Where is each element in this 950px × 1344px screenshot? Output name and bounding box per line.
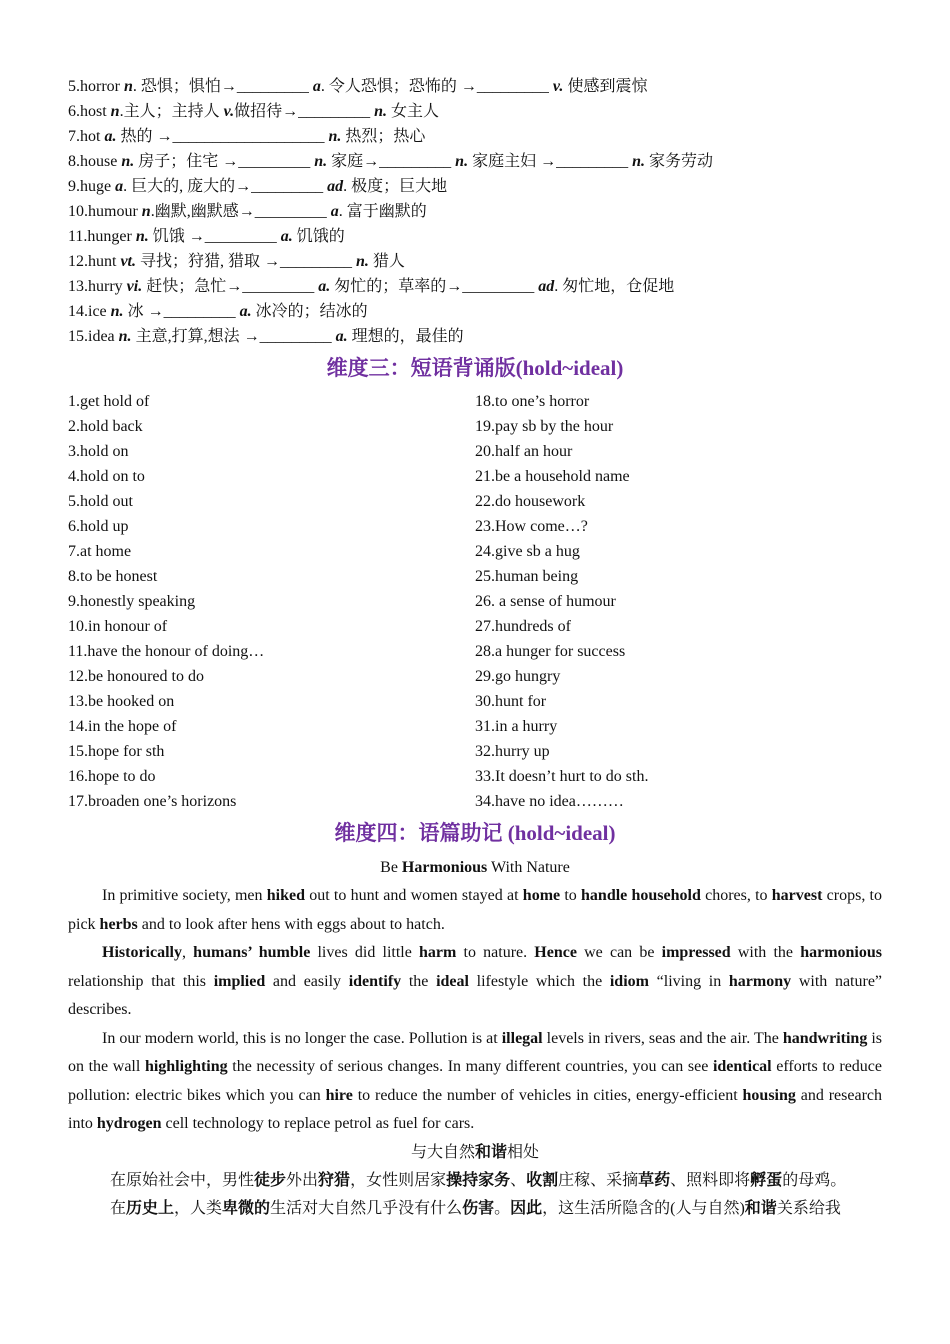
vocab-line: 11.hunger n. 饥饿 →_________ a. 饥饿的 bbox=[68, 228, 345, 245]
phrase-item: 6.hold up bbox=[68, 518, 129, 535]
chinese-paragraph: 在原始社会中，男性徒步外出狩猎，女性则居家操持家务、收割庄稼、采摘草药、照料即将孵蛋的母鸡。 bbox=[110, 1171, 847, 1189]
phrase-item: 2.hold back bbox=[68, 418, 143, 435]
section-heading-3: 维度三：短语背诵版(hold~ideal) bbox=[326, 356, 624, 380]
phrase-item: 17.broaden one’s horizons bbox=[68, 793, 237, 810]
article-paragraph: Historically, humans’ humble lives did little harm to nature. Hence we can be impressed with the harmonious relationship that this implied and easily identify the ideal lifestyle which the idiom “living in harmony with nature” describes. bbox=[68, 944, 883, 1018]
phrase-item: 8.to be honest bbox=[68, 568, 158, 585]
document-page bbox=[68, 74, 882, 1224]
phrase-item: 24.give sb a hug bbox=[475, 543, 580, 560]
article-paragraph: In primitive society, men hiked out to hunt and women stayed at home to handle household chores, to harvest crops, to pick herbs and to look after hens with eggs about to hatch. bbox=[68, 887, 882, 933]
phrase-item: 33.It doesn’t hurt to do sth. bbox=[475, 768, 649, 785]
phrase-item: 4.hold on to bbox=[68, 468, 145, 485]
vocab-line: 8.house n. 房子；住宅 →_________ n. 家庭→_________ n. 家庭主妇 →_________ n. 家务劳动 bbox=[68, 153, 714, 170]
phrase-item: 26. a sense of humour bbox=[475, 593, 616, 610]
phrase-item: 27.hundreds of bbox=[475, 618, 571, 635]
phrase-item: 25.human being bbox=[475, 568, 579, 585]
phrase-item: 18.to one’s horror bbox=[475, 393, 590, 410]
vocab-line: 7.hot a. 热的 →___________________ n. 热烈；热心 bbox=[68, 128, 426, 145]
vocab-line: 6.host n.主人；主持人 v.做招待→_________ n. 女主人 bbox=[68, 103, 440, 120]
phrase-column-left bbox=[68, 389, 475, 814]
article-body bbox=[68, 882, 882, 1139]
phrase-item: 23.How come…? bbox=[475, 518, 588, 535]
phrase-item: 7.at home bbox=[68, 543, 132, 560]
article-paragraph: In our modern world, this is no longer the case. Pollution is at illegal levels in rivers, seas and the air. The handwriting is on the wall highlighting the necessity of serious changes. In many different countries, you can see identical efforts to reduce pollution: electric bikes which you can hire to reduce the number of vehicles in cities, energy-efficient housing and research into hydrogen cell technology to replace petrol as fuel for cars. bbox=[68, 1029, 883, 1132]
vocab-line: 13.hurry vi. 赶快；急忙→_________ a. 匆忙的；草率的→_________ ad. 匆忙地，仓促地 bbox=[68, 278, 675, 295]
chinese-body bbox=[68, 1167, 882, 1224]
phrase-item: 12.be honoured to do bbox=[68, 668, 204, 685]
phrase-column-right bbox=[475, 389, 882, 814]
phrase-item: 34.have no idea……… bbox=[475, 793, 624, 810]
chinese-title: 与大自然和谐相处 bbox=[410, 1143, 540, 1161]
phrase-item: 14.in the hope of bbox=[68, 718, 177, 735]
phrase-item: 5.hold out bbox=[68, 493, 133, 510]
phrase-item: 3.hold on bbox=[68, 443, 129, 460]
vocab-line: 14.ice n. 冰 →_________ a. 冰冷的；结冰的 bbox=[68, 303, 368, 320]
vocab-line: 9.huge a. 巨大的, 庞大的→_________ ad. 极度；巨大地 bbox=[68, 178, 448, 195]
chinese-paragraph: 在历史上，人类卑微的生活对大自然几乎没有什么伤害。因此，这生活所隐含的(人与自然)和谐关系给我 bbox=[110, 1200, 841, 1217]
phrase-item: 11.have the honour of doing… bbox=[68, 643, 265, 660]
article-title: Be Harmonious With Nature bbox=[380, 859, 570, 876]
phrase-item: 10.in honour of bbox=[68, 618, 168, 635]
vocab-line: 5.horror n. 恐惧；惧怕→_________ a. 令人恐惧；恐怖的 →_________ v. 使感到震惊 bbox=[68, 78, 648, 95]
phrase-item: 31.in a hurry bbox=[475, 718, 558, 735]
phrase-item: 32.hurry up bbox=[475, 743, 550, 760]
vocabulary-list bbox=[68, 74, 882, 349]
phrase-item: 15.hope for sth bbox=[68, 743, 165, 760]
phrase-item: 19.pay sb by the hour bbox=[475, 418, 614, 435]
vocab-line: 12.hunt vt. 寻找；狩猎, 猎取 →_________ n. 猎人 bbox=[68, 253, 405, 270]
phrase-item: 28.a hunger for success bbox=[475, 643, 626, 660]
phrase-item: 20.half an hour bbox=[475, 443, 573, 460]
phrase-item: 22.do housework bbox=[475, 493, 586, 510]
section-heading-4: 维度四：语篇助记 (hold~ideal) bbox=[334, 821, 616, 845]
phrase-item: 13.be hooked on bbox=[68, 693, 175, 710]
phrase-item: 1.get hold of bbox=[68, 393, 150, 410]
phrase-item: 16.hope to do bbox=[68, 768, 156, 785]
phrase-item: 21.be a household name bbox=[475, 468, 630, 485]
phrase-item: 29.go hungry bbox=[475, 668, 561, 685]
vocab-line: 15.idea n. 主意,打算,想法 →_________ a. 理想的，最佳的 bbox=[68, 328, 464, 345]
phrase-list bbox=[68, 389, 882, 814]
phrase-item: 9.honestly speaking bbox=[68, 593, 196, 610]
phrase-item: 30.hunt for bbox=[475, 693, 547, 710]
vocab-line: 10.humour n.幽默,幽默感→_________ a. 富于幽默的 bbox=[68, 203, 427, 220]
